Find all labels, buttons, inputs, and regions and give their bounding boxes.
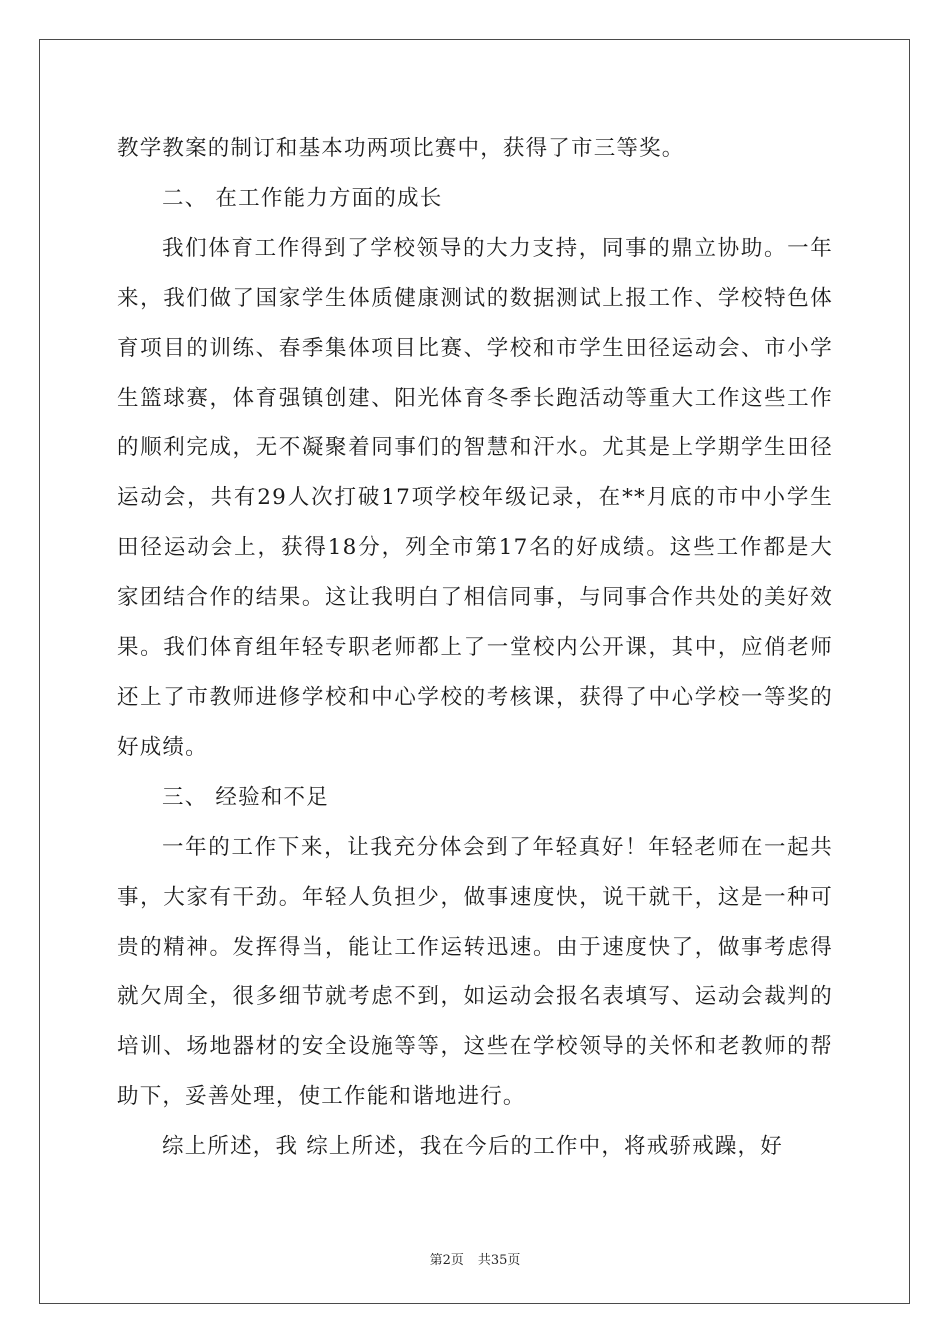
section-heading-work-ability: 二、 在工作能力方面的成长 (162, 185, 443, 211)
paragraph-award-summary: 教学教案的制订和基本功两项比赛中，获得了市三等奖。 (117, 136, 685, 161)
paragraph-work-ability: 我们体育工作得到了学校领导的大力支持，同事的鼎立协助。一年来，我们做了国家学生体质健康测试的数据测试上报工作、学校特色体育项目的训练、春季集体项目比赛、学校和市学生田径运动会、市小学生篮球赛，体育强镇创建、阳光体育冬季长跑活动等重大工作这些工作的顺利完成，无不凝聚着同事们的智慧和汗水。尤其是上学期学生田径运动会，共有29人次打破17项学校年级记录，在**月底的市中小学生田径运动会上，获得18分，列全市第17名的好成绩。这些工作都是大家团结合作的结果。这让我明白了相信同事，与同事合作共处的美好效果。我们体育组年轻专职老师都上了一堂校内公开课，其中，应俏老师还上了市教师进修学校和中心学校的考核课，获得了中心学校一等奖的好成绩。 (117, 235, 833, 760)
page-footer (0, 1249, 950, 1268)
document-body (117, 124, 833, 1172)
paragraph-conclusion: 综上所述，我 综上所述，我在今后的工作中，将戒骄戒躁，好 (162, 1134, 783, 1160)
page-total: 共35页 (477, 1253, 521, 1268)
paragraph-experience: 一年的工作下来，让我充分体会到了年轻真好！年轻老师在一起共事，大家有干劲。年轻人负担少，做事速度快，说干就干，这是一种可贵的精神。发挥得当，能让工作运转迅速。由于速度快了，做事考虑得就欠周全，很多细节就考虑不到，如运动会报名表填写、运动会裁判的培训、场地器材的安全设施等等，这些在学校领导的关怀和老教师的帮助下，妥善处理，使工作能和谐地进行。 (117, 834, 833, 1110)
page-number: 第2页 (429, 1253, 464, 1268)
section-heading-experience: 三、 经验和不足 (162, 784, 329, 810)
